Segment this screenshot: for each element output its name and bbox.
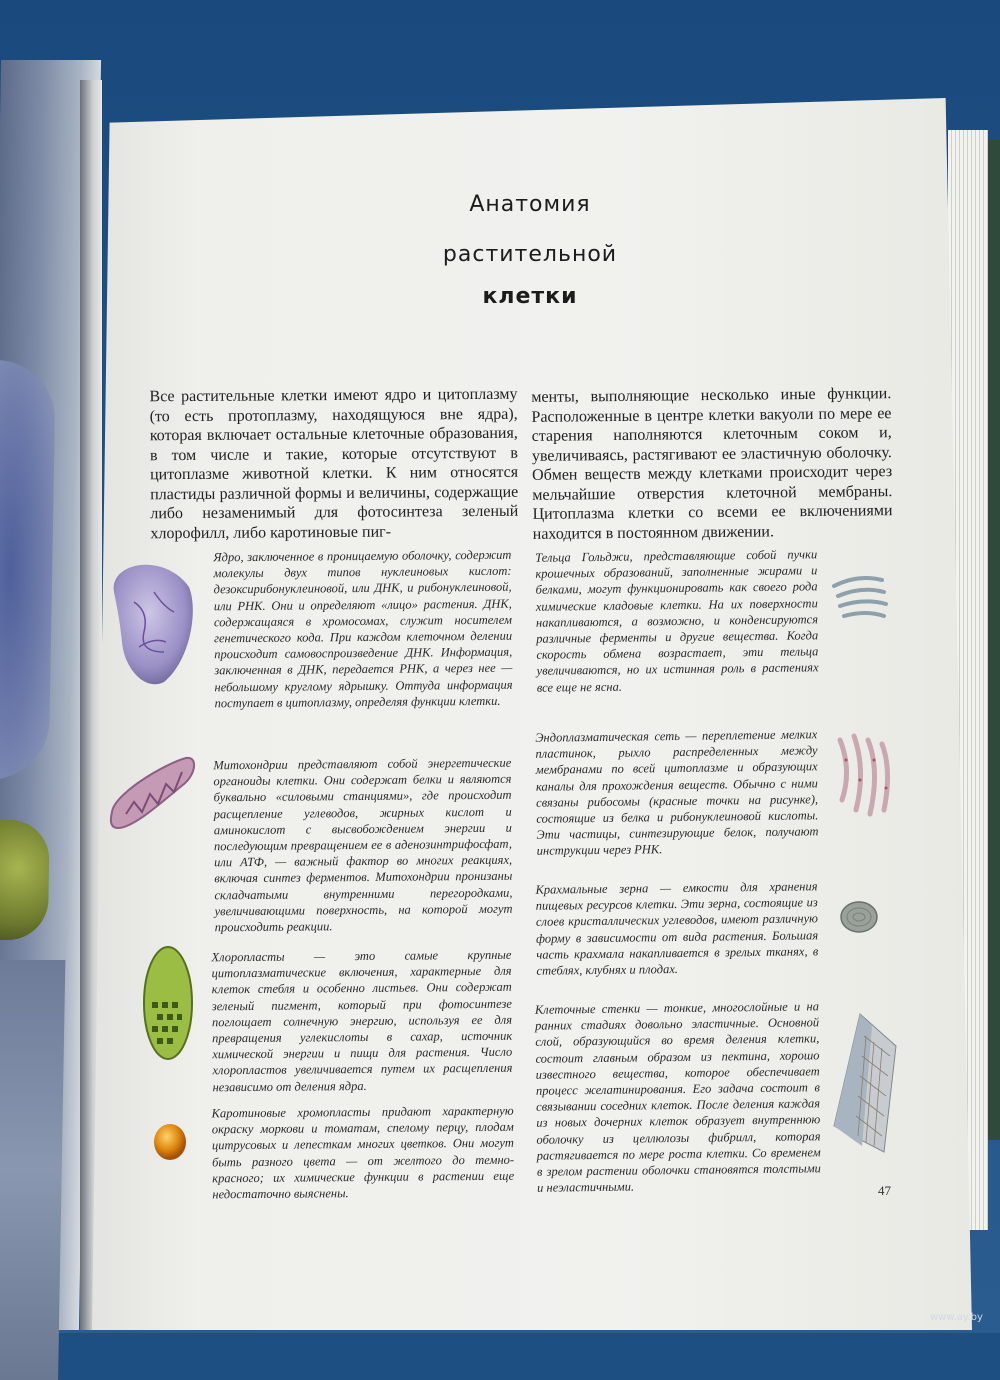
watermark: www.ay.by bbox=[930, 1312, 983, 1323]
caption-golgi: Тельца Гольджи, представляющие собой пучки крошечных образований, заполненные жирами и белками, могут функционировать как своего рода химические кладовые клетки. На их поверхности накапливаются, а возможно, и конденсируются различные ферменты и другие вещества. Когда скорость обмена возрастает, эти тельца увеличиваются, но их истинная роль в растениях все еще не ясна. bbox=[535, 547, 819, 695]
heading-line-3: клетки bbox=[482, 284, 578, 309]
heading-line-1: Анатомия bbox=[469, 192, 591, 217]
caption-chloroplasts: Хлоропласты — это самые крупные цитоплазматические включения, характерные для клеток стебля и особенно листьев. Они содержат зеленый пигмент, который при фотосинтезе поглощает солнечную энергию, используя ее для превращения углекислоты в сахар, источник химической энергии и пищи для растения. Число хлоропластов увеличивается путем их расщепления независимо от деления ядра. bbox=[211, 947, 513, 1094]
nucleus-illustration bbox=[104, 552, 200, 692]
chromoplast-illustration bbox=[150, 1120, 190, 1164]
caption-er: Эндоплазматическая сеть — переплетение мелких пластинок, рыхло распределенных между мембранами по всей цитоплазме и образующих каналы для прохождения веществ. Обычно с ними связаны рибосомы (красные точки на рисунке), состоящие из белка и рибонуклеиновой кислоты. Эти частицы, синтезирующие белок, получают инструкции через РНК. bbox=[535, 727, 819, 859]
mitochondrion-illustration bbox=[104, 754, 200, 834]
caption-chromoplasts: Каротиновые хромопласты придают характерную окраску моркови и томатам, спелому перцу, плодам цитрусовых и лепесткам многих цветков. Они могут быть разного цвета — от желтого до темно-красного; их химические функции в растении еще недостаточно выяснены. bbox=[211, 1103, 515, 1202]
caption-nucleus: Ядро, заключенное в проницаемую оболочку, содержит молекулы двух типов нуклеиновых кислот: дезоксирибонуклеиновой, или ДНК, и рибонуклеиновой, или РНК. Они и определяют «лицо» растения. ДНК, содержащаяся в хромосомах, служит носителем генетического кода. При каждом клеточном делении происходит самовоспроизведение ДНК. Информация, заключенная в ДНК, передается РНК, а через нее — небольшому круглому ядрышку. Оттуда информация поступает в цитоплазму, определяя функции клетки. bbox=[213, 547, 513, 711]
intro-column-1: Все растительные клетки имеют ядро и цитоплазму (то есть протоплазму, находящуюся вне ядра), которая включает остальные клеточные образования, в том числе и такие, которые отсутствуют в цитоплазме животной клетки. К ним относятся пластиды различной формы и величины, содержащие либо незаменимый для фотосинтеза зеленый хлорофилл, либо каротиновые пиг- bbox=[149, 385, 519, 542]
caption-cell-walls: Клеточные стенки — тонкие, многослойные и на ранних стадиях довольно эластичные. Основной слой, образующийся во время деления клетки, состоит главным образом из пектина, хорошо известного вещества, которое обеспечивает процесс желатинирования. Его задача состоит в связывании соседних клеток. После деления каждая из новых дочерних клеток образует внутреннюю оболочку из целлюлозы фибрилл, которая растягивается по мере роста клетки. Со временем в зрелом растении оболочки становятся толстыми и неэластичными. bbox=[534, 999, 821, 1195]
left-cell-illustration bbox=[0, 360, 56, 780]
starch-grain-illustration bbox=[836, 896, 882, 938]
left-tissue-illustration bbox=[0, 960, 65, 1380]
caption-starch: Крахмальные зерна — емкости для хранения пищевых ресурсов клетки. Эти зерна, состоящие из слоев кристаллических углеводов, имеют различную форму в зависимости от вида растения. Большая часть крахмала накапливается в зрелых тканях, в стеблях, клубнях и плодах. bbox=[535, 879, 819, 978]
intro-column-2: менты, выполняющие несколько иные функции. Расположенные в центре клетки вакуоли по мере ее старения наполняются клеточным соком и, увеличиваясь, растягивают ее эластичную оболочку. Обмен веществ между клетками происходит через мельчайшие отверстия клеточной мембраны. Цитоплазма клетки со всеми ее включениями находится в постоянном движении. bbox=[531, 385, 893, 543]
left-chloroplast-illustration bbox=[0, 820, 50, 940]
caption-mitochondria: Митохондрии представляют собой энергетические органоиды клетки. Они содержат белки и являются буквально «силовыми станциями», где происходит расщепление углеводов, жирных кислот и аминокислот с высвобождением энергии и последующим превращением ее в аденозинтрифосфат, или АТФ, — важный фактор во многих реакциях, включая синтез ферментов. Митохондрии пронизаны складчатыми внутренними перегородками, увеличивающими поверхность, на которой могут происходить реакции. bbox=[213, 755, 513, 935]
heading-line-2: растительной bbox=[442, 242, 618, 267]
page-number: 47 bbox=[878, 1183, 891, 1198]
chloroplast-illustration bbox=[138, 942, 198, 1064]
er-illustration bbox=[832, 730, 896, 820]
cell-wall-illustration bbox=[830, 1006, 900, 1156]
golgi-illustration bbox=[828, 566, 892, 632]
